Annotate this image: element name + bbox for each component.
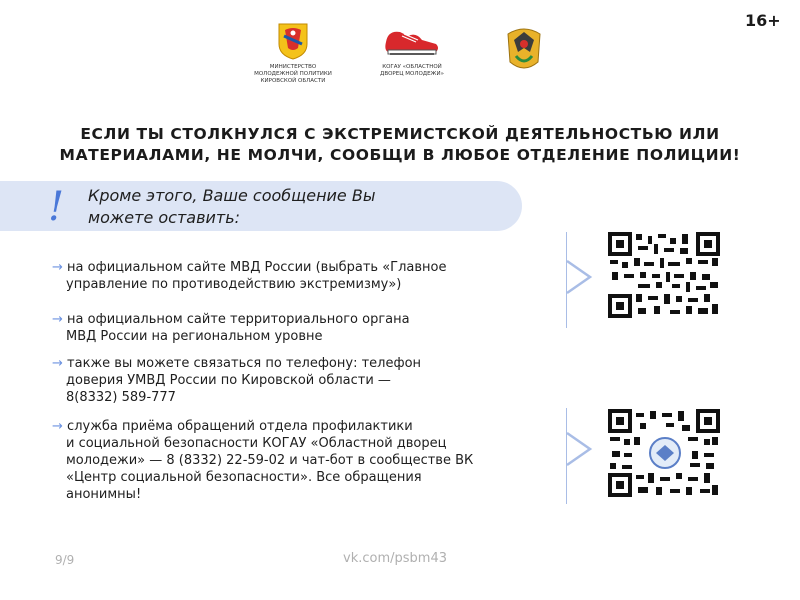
banner-line: Кроме этого, Ваше сообщение Вы	[88, 186, 376, 205]
qr-code-mvd[interactable]	[608, 232, 720, 318]
kirov-coat-of-arms-icon	[276, 22, 310, 60]
item-line: на официальном сайте территориального органа	[67, 312, 410, 327]
red-sneaker-icon	[382, 22, 442, 60]
footer-link[interactable]: vk.com/psbm43	[343, 551, 447, 566]
item-line: МВД России на региональном уровне	[66, 329, 323, 344]
exclamation-icon: !	[48, 184, 65, 230]
item-line: молодежи» — 8 (8332) 22-59-02 и чат-бот в сообществе ВК	[66, 453, 474, 468]
list-item	[52, 311, 410, 345]
arrow-right-icon: →	[52, 260, 63, 275]
headline	[20, 124, 780, 166]
headline-line: ЕСЛИ ТЫ СТОЛКНУЛСЯ С ЭКСТРЕМИСТСКОЙ ДЕЯТЕЛЬНОСТЬЮ ИЛИ	[80, 125, 720, 143]
chevron-right-icon	[564, 430, 594, 468]
item-line: управление по противодействию экстремизму»)	[66, 277, 402, 292]
banner-text	[88, 185, 508, 229]
palace-logo	[374, 22, 450, 78]
logo-caption-line: КИРОВСКОЙ ОБЛАСТИ	[260, 78, 326, 84]
list-item	[52, 355, 421, 406]
qr-code-vk[interactable]	[608, 409, 720, 497]
item-line: анонимны!	[66, 487, 142, 502]
arrow-right-icon: →	[52, 356, 63, 371]
item-line: 8(8332) 589-777	[66, 390, 176, 405]
item-line: служба приёма обращений отдела профилактики	[67, 419, 413, 434]
logo-caption-line: ДВОРЕЦ МОЛОДЕЖИ»	[380, 71, 444, 77]
mvd-logo	[500, 22, 548, 84]
arrow-right-icon: →	[52, 312, 63, 327]
logo-bar	[0, 22, 800, 92]
list-item	[52, 418, 473, 503]
arrow-right-icon: →	[52, 419, 63, 434]
banner-line: можете оставить:	[88, 208, 241, 227]
item-line: и социальной безопасности КОГАУ «Областной дворец	[66, 436, 447, 451]
list-item	[52, 259, 446, 293]
page-number: 9/9	[55, 553, 75, 567]
item-line: также вы можете связаться по телефону: телефон	[67, 356, 422, 371]
item-line: доверия УМВД России по Кировской области —	[66, 373, 391, 388]
logo-caption-line: МИНИСТЕРСТВО	[269, 64, 317, 70]
age-rating-badge: 16+	[745, 11, 781, 30]
item-line: на официальном сайте МВД России (выбрать «Главное	[67, 260, 447, 275]
mvd-emblem-icon	[502, 22, 546, 80]
chevron-right-icon	[564, 258, 594, 296]
item-line: «Центр социальной безопасности». Все обращения	[66, 470, 422, 485]
logo-caption-line: КОГАУ «ОБЛАСТНОЙ	[382, 64, 442, 70]
ministry-logo	[252, 22, 334, 85]
logo-caption-line: МОЛОДЕЖНОЙ ПОЛИТИКИ	[254, 71, 332, 77]
headline-line: МАТЕРИАЛАМИ, НЕ МОЛЧИ, СООБЩИ В ЛЮБОЕ ОТДЕЛЕНИЕ ПОЛИЦИИ!	[59, 146, 741, 164]
